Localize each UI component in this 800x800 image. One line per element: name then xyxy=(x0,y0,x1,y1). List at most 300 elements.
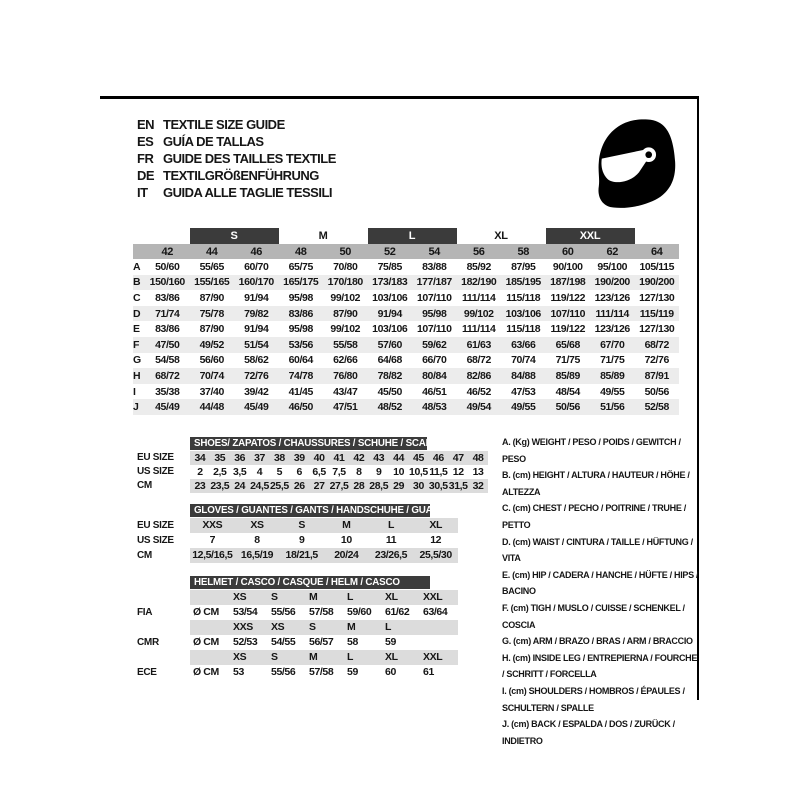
measurement-value: 41/45 xyxy=(288,385,313,398)
textile-size-table xyxy=(133,227,679,415)
size-group-xl: XL xyxy=(494,229,508,242)
measurement-value: 103/106 xyxy=(505,307,541,320)
measurement-value: 43/47 xyxy=(333,385,358,398)
size-row xyxy=(137,518,458,533)
legend-entry: C. (cm) CHEST / PECHO / POITRINE / TRUHE / PETTO xyxy=(502,503,686,530)
size-value: 42 xyxy=(349,451,369,465)
measurement-row xyxy=(133,259,679,275)
size-value: 27 xyxy=(309,479,329,493)
measurement-value: 64/68 xyxy=(377,354,402,367)
measurement-value: 71/75 xyxy=(555,354,580,367)
size-value: 25,5/30 xyxy=(413,548,458,563)
size-value: 44 xyxy=(389,451,409,465)
measurement-value: 67/70 xyxy=(600,338,625,351)
size-group-s: S xyxy=(190,228,279,244)
row-label: CM xyxy=(137,480,152,491)
size-value: XL xyxy=(413,518,458,533)
language-code: EN xyxy=(137,117,155,132)
size-value: 12,5/16,5 xyxy=(190,548,235,563)
measurement-value: 83/86 xyxy=(155,291,180,304)
measurement-value: 83/88 xyxy=(422,260,447,273)
size-value: 30 xyxy=(409,479,429,493)
size-value: 55/56 xyxy=(271,666,296,678)
size-number: 60 xyxy=(562,245,574,258)
measurement-value: 103/106 xyxy=(372,291,408,304)
size-value: 3,5 xyxy=(232,465,247,478)
size-row xyxy=(137,465,488,479)
row-label: I xyxy=(133,385,136,398)
size-value: 27,5 xyxy=(329,479,349,492)
measurement-row xyxy=(133,353,679,369)
measurement-value: 78/82 xyxy=(377,369,402,382)
size-value: 12 xyxy=(430,534,442,546)
size-value: 31,5 xyxy=(448,479,468,492)
size-row xyxy=(137,548,458,563)
row-label: C xyxy=(133,291,141,304)
size-value: 6 xyxy=(296,465,302,478)
measurement-value: 87/90 xyxy=(333,307,358,320)
measurement-value: 71/74 xyxy=(155,307,180,320)
measurement-value: 91/94 xyxy=(244,291,269,304)
size-group-xxl: XXL xyxy=(546,228,635,244)
measurement-value: 85/89 xyxy=(555,369,580,382)
row-label: J xyxy=(133,401,139,414)
size-value: 23,5 xyxy=(210,479,230,492)
size-value: 45 xyxy=(409,451,429,465)
size-value: 12 xyxy=(452,465,464,478)
measurement-value: 185/195 xyxy=(505,276,541,289)
language-code: DE xyxy=(137,168,155,183)
size-value: L xyxy=(369,518,414,533)
legend-entry: J. (cm) BACK / ESPALDA / DOS / ZURÜCK / INDIETRO xyxy=(502,719,675,746)
measurement-value: 72/76 xyxy=(244,369,269,382)
measurement-value: 39/42 xyxy=(244,385,269,398)
row-label: F xyxy=(133,338,140,351)
size-value: 20/24 xyxy=(324,548,369,563)
measurement-value: 87/91 xyxy=(644,369,669,382)
unit-cell xyxy=(190,620,230,635)
size-value: 28 xyxy=(349,479,369,493)
measurement-value: 63/66 xyxy=(511,338,536,351)
size-value: 8 xyxy=(356,465,362,478)
measurement-value: 72/76 xyxy=(644,354,669,367)
unit-label: Ø CM xyxy=(193,666,219,678)
measurement-value: 70/80 xyxy=(333,260,358,273)
language-row xyxy=(137,116,336,133)
measurement-value: 49/52 xyxy=(199,338,224,351)
measurement-value: 60/64 xyxy=(288,354,313,367)
measurement-value: 52/58 xyxy=(644,401,669,414)
measurement-value: 115/119 xyxy=(639,307,674,320)
size-label: M xyxy=(306,650,344,665)
measurement-row xyxy=(133,321,679,337)
size-value: 30,5 xyxy=(428,479,448,492)
size-value: 26 xyxy=(289,479,309,493)
measurement-value: 50/60 xyxy=(155,260,180,273)
measurement-value: 80/84 xyxy=(422,369,447,382)
shoes-size-table xyxy=(137,437,488,493)
measurement-value: 115/118 xyxy=(506,291,541,304)
measurement-legend xyxy=(502,434,700,749)
legend-entry: I. (cm) SHOULDERS / HOMBROS / ÉPAULES / SCHULTERN / SPALLE xyxy=(502,685,685,713)
size-value: 25,5 xyxy=(269,479,289,492)
unit-label: Ø CM xyxy=(193,636,219,648)
size-value: S xyxy=(279,518,324,533)
measurement-value: 99/102 xyxy=(330,291,361,304)
measurement-value: 91/94 xyxy=(377,307,402,320)
size-value: 9 xyxy=(298,534,305,546)
legend-entry: E. (cm) HIP / CADERA / HANCHE / HÜFTE / HIPS / BACINO xyxy=(502,569,699,597)
row-label: ECE xyxy=(137,666,157,678)
measurement-row xyxy=(133,275,679,291)
measurement-value: 190/200 xyxy=(639,276,675,289)
measurement-value: 46/52 xyxy=(466,385,491,398)
unit-cell xyxy=(190,590,230,605)
size-value: 2,5 xyxy=(213,465,227,478)
measurement-value: 47/51 xyxy=(333,401,358,414)
measurement-value: 107/110 xyxy=(550,307,586,320)
size-label: S xyxy=(306,620,344,635)
measurement-value: 46/50 xyxy=(288,401,313,414)
measurement-value: 49/54 xyxy=(466,401,491,414)
size-value: M xyxy=(324,518,369,533)
size-value: 10,5 xyxy=(409,465,428,478)
measurement-value: 49/55 xyxy=(600,385,625,398)
row-label: US SIZE xyxy=(137,466,174,477)
measurement-value: 111/114 xyxy=(595,307,629,320)
size-value: 6,5 xyxy=(312,465,326,478)
measurement-value: 68/72 xyxy=(644,338,669,351)
size-value: 9 xyxy=(376,465,382,478)
helmet-value-row xyxy=(137,635,458,650)
row-label: B xyxy=(133,276,141,289)
measurement-value: 85/89 xyxy=(600,369,625,382)
measurement-value: 55/58 xyxy=(333,338,358,351)
size-number: 48 xyxy=(295,245,307,258)
size-value: 63/64 xyxy=(423,606,448,618)
language-row xyxy=(137,150,336,167)
size-value: 23 xyxy=(190,479,210,493)
size-label xyxy=(420,620,458,635)
measurement-value: 90/100 xyxy=(552,260,583,273)
size-row xyxy=(137,451,488,465)
size-value: 18/21,5 xyxy=(279,548,324,563)
measurement-value: 51/56 xyxy=(600,401,625,414)
size-group-row xyxy=(133,227,679,244)
measurement-value: 103/106 xyxy=(372,323,408,336)
size-value: 61/62 xyxy=(385,606,410,618)
helmet-table-rows xyxy=(137,576,458,680)
measurement-value: 87/90 xyxy=(199,323,224,336)
measurement-value: 58/62 xyxy=(244,354,269,367)
measurement-value: 123/126 xyxy=(594,291,630,304)
measurement-value: 127/130 xyxy=(639,323,675,336)
size-value: 4 xyxy=(256,465,263,478)
measurement-value: 82/86 xyxy=(466,369,491,382)
size-number: 62 xyxy=(606,245,618,258)
measurement-value: 95/100 xyxy=(597,260,628,273)
size-value: 59/60 xyxy=(347,606,372,618)
size-number: 64 xyxy=(651,245,663,258)
guide-title: TEXTILGRÖßENFÜHRUNG xyxy=(163,168,319,183)
measurement-value: 155/165 xyxy=(194,276,230,289)
measurement-value: 95/98 xyxy=(288,291,313,304)
row-label: FIA xyxy=(137,606,153,618)
size-value: 38 xyxy=(269,451,289,465)
size-value: 37 xyxy=(250,451,270,465)
language-row xyxy=(137,133,336,150)
row-label: A xyxy=(133,260,141,273)
size-group-l: L xyxy=(368,228,457,244)
row-label: G xyxy=(133,354,141,367)
measurement-value: 51/54 xyxy=(244,338,269,351)
size-number: 56 xyxy=(473,245,485,258)
size-value: 59 xyxy=(347,666,358,678)
measurement-value: 87/95 xyxy=(511,260,536,273)
measurement-value: 190/200 xyxy=(594,276,630,289)
measurement-value: 150/160 xyxy=(149,276,185,289)
measurement-row xyxy=(133,290,679,306)
measurement-value: 45/50 xyxy=(377,385,402,398)
measurement-value: 160/170 xyxy=(238,276,274,289)
size-label: L xyxy=(382,620,420,635)
measurement-value: 45/49 xyxy=(155,401,180,414)
unit-cell xyxy=(190,650,230,665)
unit-label: Ø CM xyxy=(193,606,219,618)
size-value: 43 xyxy=(369,451,389,465)
measurement-value: 47/50 xyxy=(155,338,180,351)
helmet-size-label-row xyxy=(137,590,458,605)
measurement-row xyxy=(133,368,679,384)
measurement-value: 55/65 xyxy=(199,260,224,273)
measurement-value: 37/40 xyxy=(199,385,224,398)
size-label: M xyxy=(344,620,382,635)
measurement-value: 70/74 xyxy=(511,354,536,367)
row-label: E xyxy=(133,323,140,336)
guide-title: GUIDE DES TAILLES TEXTILE xyxy=(163,151,336,166)
size-value: 60 xyxy=(385,666,396,678)
language-code: ES xyxy=(137,134,154,149)
size-value: 39 xyxy=(289,451,309,465)
size-label: L xyxy=(344,650,382,665)
measurement-row xyxy=(133,384,679,400)
measurement-value: 95/98 xyxy=(422,307,447,320)
row-label: EU SIZE xyxy=(137,452,174,463)
measurement-value: 177/187 xyxy=(416,276,452,289)
size-value: 57/58 xyxy=(309,606,334,618)
measurement-value: 182/190 xyxy=(461,276,497,289)
size-number: 44 xyxy=(206,245,218,258)
measurement-value: 111/114 xyxy=(462,291,496,304)
top-border-line xyxy=(100,96,699,99)
size-value: 13 xyxy=(472,465,484,478)
measurement-value: 74/78 xyxy=(288,369,313,382)
size-value: 23/26,5 xyxy=(369,548,414,563)
gloves-table-header: GLOVES / GUANTES / GANTS / HANDSCHUHE / GUANTI xyxy=(190,504,430,517)
measurement-value: 75/85 xyxy=(377,260,402,273)
size-value: 61 xyxy=(423,666,434,678)
helmet-size-label-row xyxy=(137,620,458,635)
helmet-size-label-row xyxy=(137,650,458,665)
language-code: IT xyxy=(137,185,148,200)
row-label: US SIZE xyxy=(137,534,174,546)
size-value: 16,5/19 xyxy=(235,548,280,563)
size-value: 53 xyxy=(233,666,244,678)
measurement-value: 65/68 xyxy=(555,338,580,351)
helmet-table-header: HELMET / CASCO / CASQUE / HELM / CASCO xyxy=(190,576,430,589)
measurement-value: 165/175 xyxy=(283,276,319,289)
measurement-value: 54/58 xyxy=(155,354,180,367)
size-label: XL xyxy=(382,590,420,605)
legend-entry: B. (cm) HEIGHT / ALTURA / HAUTEUR / HÖHE / ALTEZZA xyxy=(502,470,690,497)
size-number-row xyxy=(133,244,679,259)
row-label: CM xyxy=(137,549,152,561)
size-label: L xyxy=(344,590,382,605)
measurement-value: 56/60 xyxy=(199,354,224,367)
size-label: S xyxy=(268,650,306,665)
size-number: 52 xyxy=(384,245,396,258)
row-label: CMR xyxy=(137,636,159,648)
measurement-value: 49/55 xyxy=(511,401,536,414)
measurement-value: 111/114 xyxy=(462,323,496,336)
measurement-value: 68/72 xyxy=(466,354,491,367)
measurement-value: 127/130 xyxy=(639,291,675,304)
measurement-value: 187/198 xyxy=(550,276,586,289)
measurement-value: 68/72 xyxy=(155,369,180,382)
shoes-table-header: SHOES/ ZAPATOS / CHAUSSURES / SCHUHE / SCARPE xyxy=(190,437,427,450)
measurement-value: 95/98 xyxy=(288,323,313,336)
language-row xyxy=(137,184,336,201)
measurement-value: 35/38 xyxy=(155,385,180,398)
size-group-m: M xyxy=(318,229,328,242)
measurement-value: 84/88 xyxy=(511,369,536,382)
measurement-value: 66/70 xyxy=(422,354,447,367)
size-value: 53/54 xyxy=(233,606,258,618)
measurement-value: 107/110 xyxy=(416,323,452,336)
size-value: 47 xyxy=(448,451,468,465)
legend-entry: F. (cm) TIGH / MUSLO / CUISSE / SCHENKEL / COSCIA xyxy=(502,602,685,630)
measurement-value: 99/102 xyxy=(330,323,361,336)
measurement-value: 76/80 xyxy=(333,369,358,382)
size-number: 58 xyxy=(517,245,529,258)
size-value: 24,5 xyxy=(250,479,269,492)
size-value: 34 xyxy=(190,451,210,465)
measurement-row xyxy=(133,337,679,353)
size-value: 54/55 xyxy=(271,636,296,648)
measurement-value: 91/94 xyxy=(244,323,269,336)
measurement-row xyxy=(133,306,679,322)
size-value: 10 xyxy=(340,534,352,546)
measurement-value: 46/51 xyxy=(422,385,447,398)
measurement-value: 48/54 xyxy=(555,385,580,398)
measurement-value: 60/70 xyxy=(244,260,269,273)
size-value: 24 xyxy=(230,479,250,493)
language-row xyxy=(137,167,336,184)
measurement-value: 87/90 xyxy=(199,291,224,304)
size-number: 50 xyxy=(339,245,351,258)
measurement-value: 62/66 xyxy=(333,354,358,367)
measurement-value: 85/92 xyxy=(466,260,491,273)
measurement-value: 71/75 xyxy=(600,354,625,367)
size-value: 40 xyxy=(309,451,329,465)
size-label: M xyxy=(306,590,344,605)
size-value: 35 xyxy=(210,451,230,465)
measurement-value: 75/78 xyxy=(199,307,224,320)
measurement-value: 59/62 xyxy=(422,338,447,351)
size-value: 56/57 xyxy=(309,636,334,648)
size-row xyxy=(137,479,488,493)
helmet-value-row xyxy=(137,605,458,620)
helmet-size-table xyxy=(137,576,458,680)
measurement-value: 57/60 xyxy=(377,338,402,351)
row-label: EU SIZE xyxy=(137,519,174,531)
measurement-value: 115/118 xyxy=(506,323,541,336)
measurement-value: 45/49 xyxy=(244,401,269,414)
measurement-value: 47/53 xyxy=(511,385,536,398)
measurement-value: 119/122 xyxy=(550,291,586,304)
measurement-value: 99/102 xyxy=(463,307,494,320)
guide-title: GUÍA DE TALLAS xyxy=(163,134,264,149)
size-number: 46 xyxy=(250,245,262,258)
size-row xyxy=(137,533,458,548)
size-value: 36 xyxy=(230,451,250,465)
measurement-value: 65/75 xyxy=(288,260,313,273)
size-label: XS xyxy=(268,620,306,635)
size-value: 55/56 xyxy=(271,606,296,618)
size-label: XXL xyxy=(420,650,458,665)
size-number: 54 xyxy=(428,245,440,258)
helmet-icon xyxy=(592,116,680,213)
measurement-value: 83/86 xyxy=(155,323,180,336)
row-label: H xyxy=(133,369,141,382)
measurement-value: 53/56 xyxy=(288,338,313,351)
size-label: S xyxy=(268,590,306,605)
size-label: XXL xyxy=(420,590,458,605)
size-value: 46 xyxy=(428,451,448,465)
helmet-value-row xyxy=(137,665,458,680)
language-title-list xyxy=(137,116,336,201)
measurement-value: 79/82 xyxy=(244,307,269,320)
measurement-value: 170/180 xyxy=(327,276,363,289)
size-value: 59 xyxy=(385,636,396,648)
size-value: 29 xyxy=(389,479,409,493)
measurement-row xyxy=(133,399,679,415)
size-label: XL xyxy=(382,650,420,665)
gloves-size-table xyxy=(137,504,458,563)
size-value: 58 xyxy=(347,636,358,648)
size-label: XXS xyxy=(230,620,268,635)
size-value: 48 xyxy=(468,451,488,465)
size-value: 10 xyxy=(393,465,405,478)
measurement-value: 70/74 xyxy=(199,369,224,382)
measurement-value: 61/63 xyxy=(466,338,491,351)
size-label: XS xyxy=(230,650,268,665)
size-number: 42 xyxy=(161,245,173,258)
size-value: 7 xyxy=(209,534,216,546)
size-value: 57/58 xyxy=(309,666,334,678)
size-value: 28,5 xyxy=(369,479,389,492)
size-value: 11 xyxy=(385,534,397,546)
size-value: 32 xyxy=(468,479,488,493)
size-value: XXS xyxy=(190,518,235,533)
guide-title: TEXTILE SIZE GUIDE xyxy=(163,117,285,132)
legend-entry: H. (cm) INSIDE LEG / ENTREPIERNA / FOURCHE / SCHRITT / FORCELLA xyxy=(502,652,698,680)
size-value: 11,5 xyxy=(429,465,448,478)
size-value: 8 xyxy=(254,534,260,546)
measurement-value: 107/110 xyxy=(416,291,452,304)
measurement-value: 50/56 xyxy=(644,385,669,398)
legend-entry: G. (cm) ARM / BRAZO / BRAS / ARM / BRACCIO xyxy=(502,636,693,647)
